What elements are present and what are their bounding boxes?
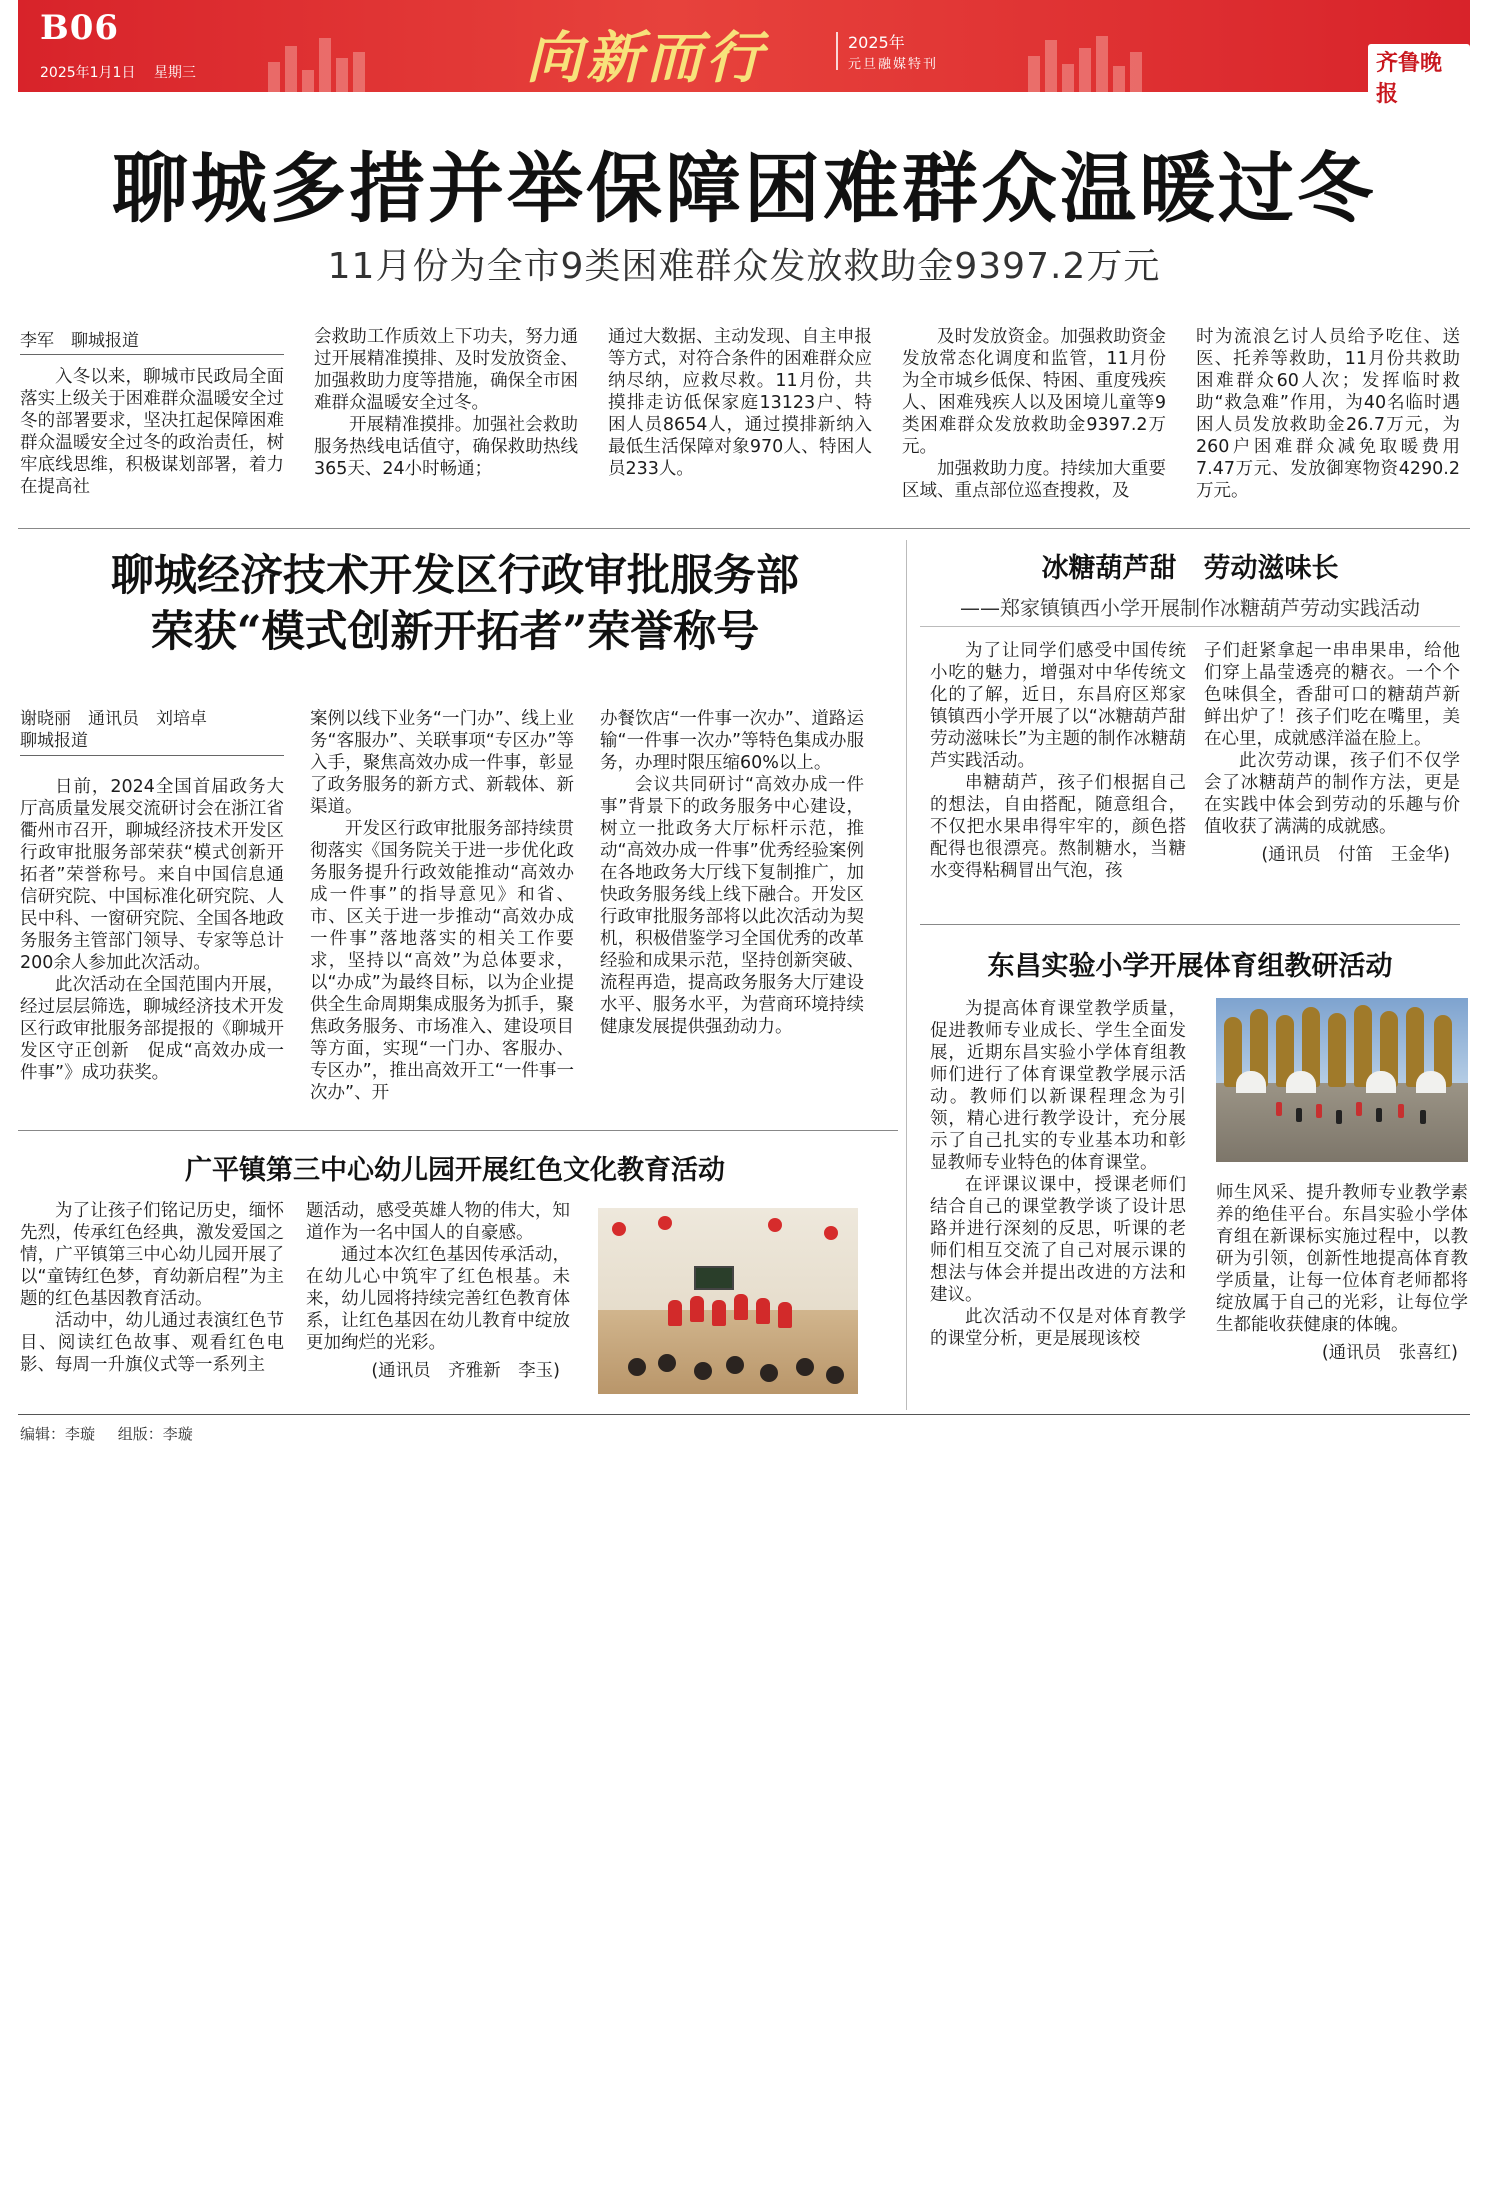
article4-headline: 东昌实验小学开展体育组教研活动 <box>987 951 1393 982</box>
skyline-decoration <box>268 34 365 92</box>
paragraph: 此次活动在全国范围内开展，经过层层筛选，聊城经济技术开发区行政审批服务部提报的《聊城开发区守正创新 促成“高效办成一件事”》成功获奖。 <box>20 975 284 1083</box>
paragraph: 为提高体育课堂教学质量，促进教师专业成长、学生全面发展，近期东昌实验小学体育组教师们进行了体育课堂教学展示活动。教师们以新课程理念为引领，精心进行教学设计，充分展示了自己扎实的专业基本功和彰显教师专业特色的体育课堂。 <box>930 999 1186 1173</box>
article2-byline <box>20 708 284 756</box>
article2-column-3 <box>600 708 864 1038</box>
article5-signature: (通讯员 齐雅新 李玉) <box>371 1361 560 1381</box>
article3-subheadline: ——郑家镇镇西小学开展制作冰糖葫芦劳动实践活动 <box>960 596 1420 620</box>
page-number: B06 <box>40 8 120 48</box>
special-year: 2025年 <box>848 33 905 52</box>
article4-divider <box>920 924 1460 925</box>
main-subheadline: 11月份为全市9类困难群众发放救助金9397.2万元 <box>327 246 1161 287</box>
paragraph: 此次劳动课，孩子们不仅学会了冰糖葫芦的制作方法，更是在实践中体会到劳动的乐趣与价值收获了满满的成就感。 <box>1204 751 1460 837</box>
article3-column-2 <box>1204 640 1460 866</box>
paragraph: 案例以线下业务“一门办”、线上业务“客服办”、关联事项“专区办”等入手，聚焦高效办成一件事，彰显了政务服务的新方式、新载体、新渠道。 <box>310 709 574 817</box>
kindergarten-photo <box>598 1208 858 1394</box>
headline-line-2: 荣获“模式创新开拓者”荣誉称号 <box>150 607 760 657</box>
paragraph: 开展精准摸排。加强社会救助服务热线电话值守，确保救助热线365天、24小时畅通； <box>314 415 578 479</box>
column-divider <box>906 540 907 1410</box>
footer-rule <box>18 1414 1470 1415</box>
paragraph: 会救助工作质效上下功夫，努力通过开展精准摸排、及时发放资金、加强救助力度等措施，确保全市困难群众温暖安全过冬。 <box>314 327 578 413</box>
article1-column-5 <box>1196 326 1460 502</box>
article5-divider <box>18 1130 898 1131</box>
main-headline: 聊城多措并举保障困难群众温暖过冬 <box>112 144 1376 233</box>
paragraph: 时为流浪乞讨人员给予吃住、送医、托养等救助，11月份共救助困难群众60人次；发挥临时救助“救急难”作用，为40名临时遇困人员发放救助金26.7万元，为260户困难群众减免取暖费用7.47万元、发放御寒物资4290.2万元。 <box>1196 327 1460 501</box>
issue-date <box>40 62 210 82</box>
paragraph: 办餐饮店“一件事一次办”、道路运输“一件事一次办”等特色集成办服务，办理时限压缩60%以上。 <box>600 709 864 773</box>
special-edition-label <box>848 30 938 72</box>
paragraph: 会议共同研讨“高效办成一件事”背景下的政务服务中心建设，树立一批政务大厅标杆示范，推动“高效办成一件事”优秀经验案例在各地政务大厅线下复制推广，加快政务服务线上线下融合。开发区行政审批服务部将以此次活动为契机，积极借鉴学习全国优秀的改革经验和成果示范，坚持创新突破、流程再造，提高政务服务大厅建设水平、服务水平，为营商环境持续健康发展提供强劲动力。 <box>600 775 864 1037</box>
byline-line-2: 聊城报道 <box>20 730 284 756</box>
byline-line-1: 谢晓丽 通讯员 刘培卓 <box>20 709 207 729</box>
article3-headline: 冰糖葫芦甜 劳动滋味长 <box>1041 553 1339 584</box>
paragraph: 此次活动不仅是对体育教学的课堂分析，更是展现该校 <box>930 1307 1186 1349</box>
article1-column-3 <box>608 326 872 480</box>
article1-column-1 <box>20 366 284 498</box>
article2-column-2 <box>310 708 574 1104</box>
article2-headline <box>20 548 890 660</box>
article2-column-1 <box>20 776 284 1084</box>
date-text: 2025年1月1日 <box>40 65 136 81</box>
weekday-text: 星期三 <box>153 65 196 81</box>
layout-credit: 组版：李璇 <box>117 1425 193 1443</box>
article3-divider <box>920 626 1460 627</box>
paragraph: 通过大数据、主动发现、自主申报等方式，对符合条件的困难群众应纳尽纳，应救尽救。11月份，共摸排走访低保家庭13123户、特困人员8654人，通过摸排新纳入最低生活保障对象970人、特困人员233人。 <box>608 327 872 479</box>
paragraph: 子们赶紧拿起一串串果串，给他们穿上晶莹透亮的糖衣。一个个色味俱全，香甜可口的糖葫芦新鲜出炉了！孩子们吃在嘴里，美在心里，成就感洋溢在脸上。 <box>1204 641 1460 749</box>
section-title: 向新而行 <box>526 25 766 91</box>
sports-field-photo <box>1216 998 1468 1162</box>
article1-byline: 李军 聊城报道 <box>20 326 284 355</box>
paragraph: 入冬以来，聊城市民政局全面落实上级关于困难群众温暖安全过冬的部署要求，坚决扛起保障困难群众温暖安全过冬的政治责任，树牢底线思维，积极谋划部署，着力在提高社 <box>20 367 284 497</box>
paragraph: 及时发放资金。加强救助资金发放常态化调度和监管，11月份为全市城乡低保、特困、重度残疾人、困难残疾人以及困境儿童等9类困难群众发放救助金9397.2万元。 <box>902 327 1166 457</box>
paragraph: 为了让孩子们铭记历史，缅怀先烈，传承红色经典，激发爱国之情，广平镇第三中心幼儿园开展了以“童铸红色梦，育幼新启程”为主题的红色基因教育活动。 <box>20 1201 284 1309</box>
paragraph: 活动中，幼儿通过表演红色节目、阅读红色故事、观看红色电影、每周一升旗仪式等一系列主 <box>20 1311 284 1375</box>
paragraph: 在评课议课中，授课老师们结合自己的课堂教学谈了设计思路并进行深刻的反思，听课的老师们相互交流了自己对展示课的想法与体会并提出改进的方法和建议。 <box>930 1175 1186 1305</box>
article5-column-2 <box>306 1200 570 1382</box>
paragraph: 串糖葫芦，孩子们根据自己的想法，自由搭配，随意组合，不仅把水果串得牢牢的，颜色搭配得也很漂亮。熬制糖水，当糖水变得粘稠冒出气泡，孩 <box>930 773 1186 881</box>
paragraph: 为了让同学们感受中国传统小吃的魅力，增强对中华传统文化的了解，近日，东昌府区郑家镇镇西小学开展了以“冰糖葫芦甜 劳动滋味长”为主题的制作冰糖葫芦实践活动。 <box>930 641 1204 771</box>
article3-signature: (通讯员 付笛 王金华) <box>1261 845 1450 865</box>
editor-credit: 编辑：李璇 <box>20 1425 96 1443</box>
article1-column-2 <box>314 326 578 480</box>
paragraph: 师生风采、提升教师专业教学素养的绝佳平台。东昌实验小学体育组在新课标实施过程中，以教研为引领，创新性地提高体育教学质量，让每一位体育老师都将绽放属于自己的光彩，让每位学生都能收获健康的体魄。 <box>1216 1183 1468 1335</box>
section-divider <box>18 528 1470 529</box>
page-footer <box>20 1423 211 1444</box>
article3-column-1 <box>930 640 1204 882</box>
header-band <box>18 0 1470 107</box>
article4-signature: (通讯员 张喜红) <box>1321 1343 1458 1363</box>
article1-column-4 <box>902 326 1166 502</box>
article4-column-1 <box>930 998 1186 1350</box>
article4-column-2 <box>1216 1182 1468 1364</box>
paragraph: 日前，2024全国首届政务大厅高质量发展交流研讨会在浙江省衢州市召开，聊城经济技术开发区行政审批服务部荣获“模式创新开拓者”荣誉称号。来自中国信息通信研究院、中国标准化研究院、人民中科、一窗研究院、全国各地政务服务主管部门领导、专家等总计200余人参加此次活动。 <box>20 777 284 973</box>
masthead-logo: 齐鲁晚报 <box>1368 44 1470 110</box>
paragraph: 题活动，感受英雄人物的伟大，知道作为一名中国人的自豪感。 <box>306 1201 570 1243</box>
special-label: 元旦融媒特刊 <box>848 57 939 72</box>
headline-line-1: 聊城经济技术开发区行政审批服务部 <box>111 551 799 601</box>
paragraph: 通过本次红色基因传承活动，在幼儿心中筑牢了红色根基。未来，幼儿园将持续完善红色教育体系，让红色基因在幼儿教育中绽放更加绚烂的光彩。 <box>306 1245 570 1353</box>
paragraph: 加强救助力度。持续加大重要区域、重点部位巡查搜救，及 <box>902 459 1166 501</box>
article5-column-1 <box>20 1200 284 1376</box>
article5-headline: 广平镇第三中心幼儿园开展红色文化教育活动 <box>185 1155 725 1186</box>
skyline-decoration-right <box>1028 34 1142 92</box>
paragraph: 开发区行政审批服务部持续贯彻落实《国务院关于进一步优化政务服务提升行政效能推动“高效办成一件事”的指导意见》和省、市、区关于进一步推动“高效办成一件事”落地落实的相关工作要求，坚持以“高效”为总体要求，以“办成”为最终目标，以为企业提供全生命周期集成服务为抓手，聚焦政务服务、市场准入、建设项目等方面，实现“一门办、客服办、专区办”，推出高效开工“一件事一次办”、开 <box>310 819 574 1103</box>
